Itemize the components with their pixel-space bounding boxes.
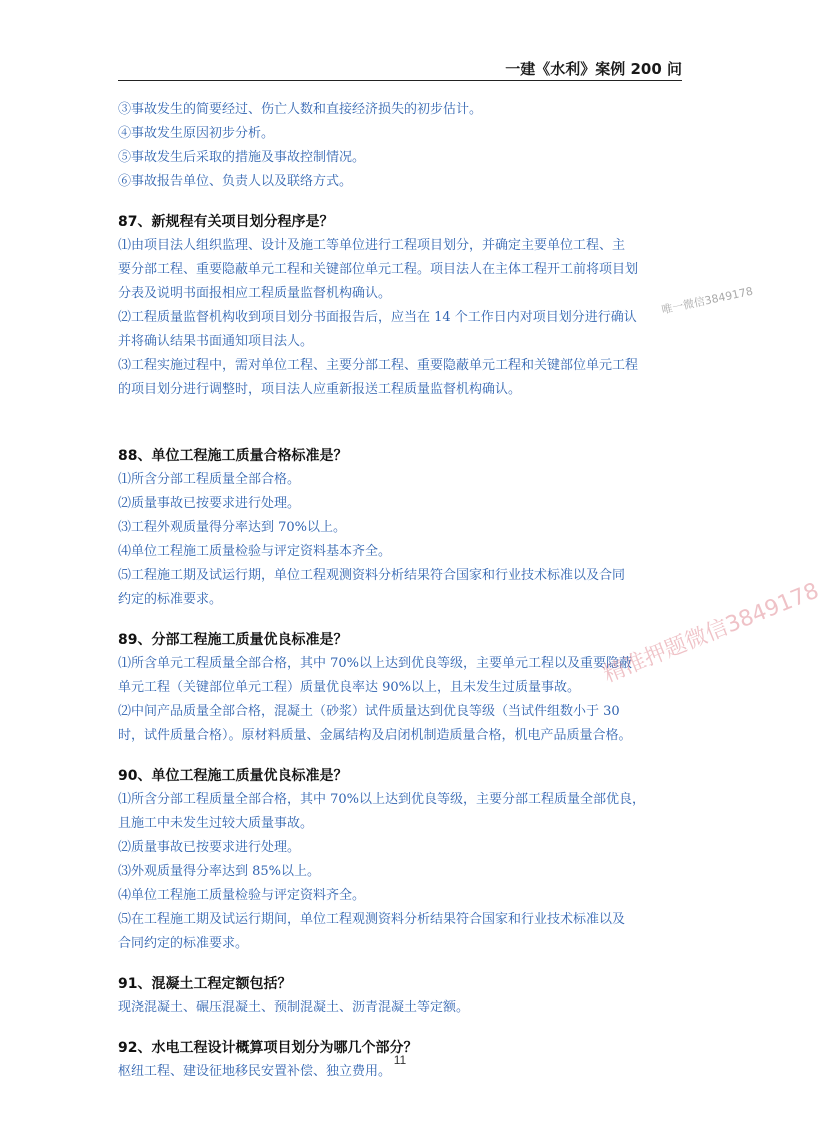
answer-line: ⑷单位工程施工质量检验与评定资料基本齐全。 [118, 544, 392, 559]
answer-line: ⑸在工程施工期及试运行期间，单位工程观测资料分析结果符合国家和行业技术标准以及 [118, 912, 626, 927]
answer-line: 约定的标准要求。 [118, 592, 223, 607]
answer-line: ⑵质量事故已按要求进行处理。 [118, 840, 301, 855]
answer-line: ⑵工程质量监督机构收到项目划分书面报告后，应当在 14 个工作日内对项目划分进行确认 [118, 310, 637, 325]
answer-line: 的项目划分进行调整时，项目法人应重新报送工程质量监督机构确认。 [118, 382, 522, 397]
answer-line: ⑶工程实施过程中，需对单位工程、主要分部工程、重要隐蔽单元工程和关键部位单元工程 [118, 358, 639, 373]
answer-line: 合同约定的标准要求。 [118, 936, 249, 951]
answer-line: 枢纽工程、建设征地移民安置补偿、独立费用。 [118, 1064, 392, 1079]
watermark-large: 精准押题微信3849178 [599, 578, 823, 688]
question-heading: 92、水电工程设计概算项目划分为哪几个部分？ [118, 1040, 418, 1056]
answer-line: ③事故发生的简要经过、伤亡人数和直接经济损失的初步估计。 [118, 102, 483, 117]
question-heading: 89、分部工程施工质量优良标准是？ [118, 632, 348, 648]
answer-line: ⑴所含分部工程质量全部合格。 [118, 472, 301, 487]
answer-line: 单元工程（关键部位单元工程）质量优良率达 90%以上，且未发生过质量事故。 [118, 680, 581, 695]
answer-line: ⑶外观质量得分率达到 85%以上。 [118, 864, 321, 879]
answer-line: 要分部工程、重要隐蔽单元工程和关键部位单元工程。项目法人在主体工程开工前将项目划 [118, 262, 639, 277]
page-number: 11 [393, 1053, 407, 1067]
answer-line: 时，试件质量合格）。原材料质量、金属结构及启闭机制造质量合格，机电产品质量合格。 [118, 728, 632, 743]
question-heading: 90、单位工程施工质量优良标准是？ [118, 768, 348, 784]
answer-line: ⑷单位工程施工质量检验与评定资料齐全。 [118, 888, 366, 903]
qa-section-89 [118, 628, 688, 748]
answer-line: ⑤事故发生后采取的措施及事故控制情况。 [118, 150, 366, 165]
page-header-title: 一建《水利》案例 200 问 [505, 60, 682, 78]
answer-line: ⑴所含单元工程质量全部合格，其中 70%以上达到优良等级，主要单元工程以及重要隐蔽 [118, 656, 633, 671]
answer-line: ⑴由项目法人组织监理、设计及施工等单位进行工程项目划分，并确定主要单位工程、主 [118, 238, 626, 253]
answer-line: ⑥事故报告单位、负责人以及联络方式。 [118, 174, 353, 189]
answer-line: ⑴所含分部工程质量全部合格，其中 70%以上达到优良等级，主要分部工程质量全部优良， [118, 792, 646, 807]
header-divider [118, 80, 682, 81]
answer-line: ④事故发生原因初步分析。 [118, 126, 275, 141]
answer-line: ⑸工程施工期及试运行期，单位工程观测资料分析结果符合国家和行业技术标准以及合同 [118, 568, 626, 583]
answer-line: 现浇混凝土、碾压混凝土、预制混凝土、沥青混凝土等定额。 [118, 1000, 470, 1015]
question-heading: 91、混凝土工程定额包括？ [118, 976, 292, 992]
qa-section-90 [118, 764, 688, 956]
document-body [118, 98, 688, 1100]
qa-section-88 [118, 444, 688, 612]
watermark-small: 唯一微信3849178 [660, 284, 755, 317]
intro-block [118, 98, 688, 194]
answer-line: 且施工中未发生过较大质量事故。 [118, 816, 314, 831]
question-heading: 87、新规程有关项目划分程序是？ [118, 214, 334, 230]
answer-line: ⑵中间产品质量全部合格，混凝土（砂浆）试件质量达到优良等级（当试件组数小于 30 [118, 704, 620, 719]
answer-line: 分表及说明书面报相应工程质量监督机构确认。 [118, 286, 392, 301]
answer-line: 并将确认结果书面通知项目法人。 [118, 334, 314, 349]
qa-section-91 [118, 972, 688, 1020]
answer-line: ⑶工程外观质量得分率达到 70%以上。 [118, 520, 347, 535]
question-heading: 88、单位工程施工质量合格标准是？ [118, 448, 348, 464]
qa-section-87 [118, 210, 688, 402]
answer-line: ⑵质量事故已按要求进行处理。 [118, 496, 301, 511]
